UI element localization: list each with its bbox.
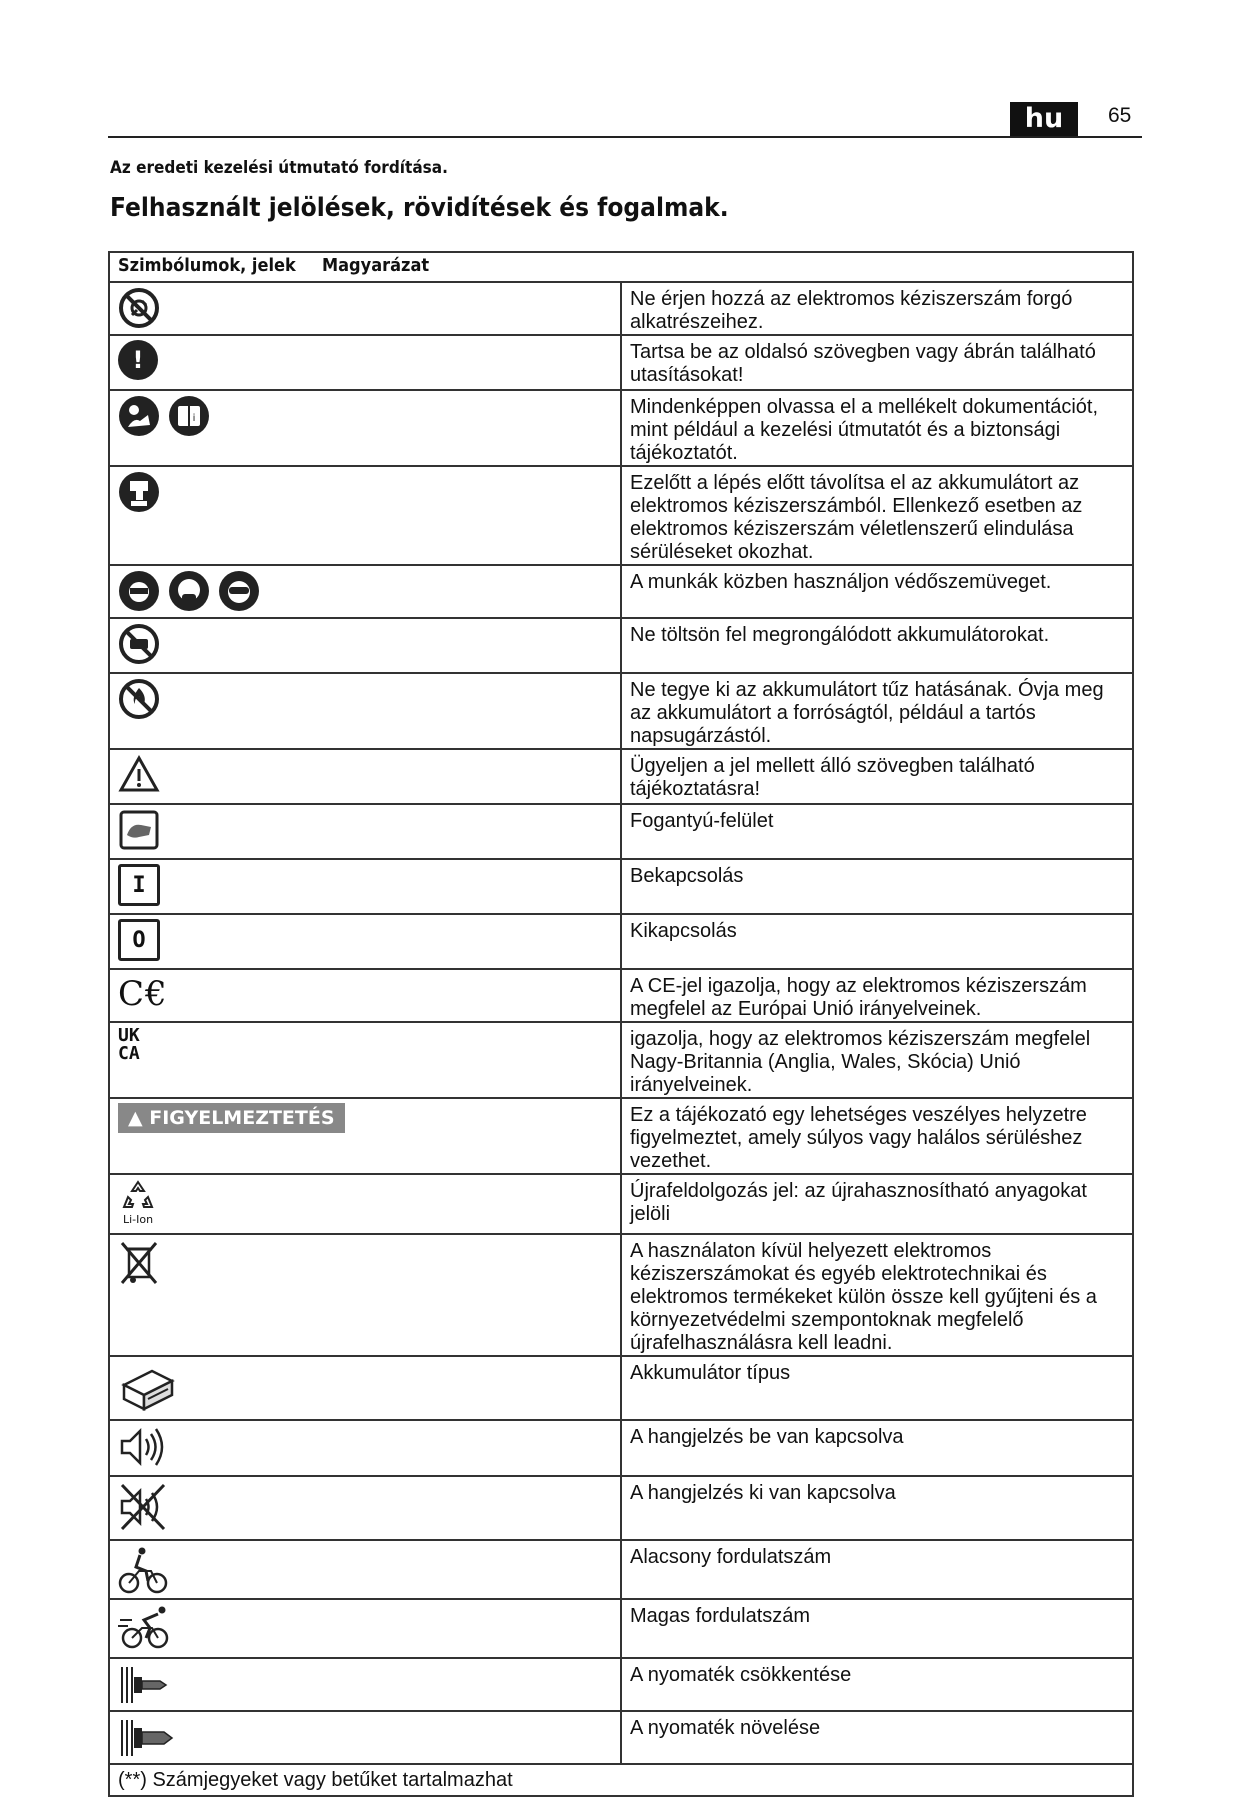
page-title: Felhasznált jelölések, rövidítések és fogalmak. [110,193,729,223]
description-cell: Alacsony fordulatszám [621,1540,1133,1599]
sound-off-icon [118,1481,170,1533]
symbol-cell [109,1420,621,1476]
table-row [109,335,1133,390]
weee-crossed-bin-icon [118,1239,160,1287]
description-cell: Akkumulátor típus [621,1356,1133,1420]
symbol-cell [109,1234,621,1356]
description-cell: Mindenképpen olvassa el a mellékelt dokumentációt, mint például a kezelési útmutatót és a biztonsági tájékoztatót. [621,390,1133,466]
symbol-cell [109,1174,621,1234]
symbol-cell [109,1711,621,1764]
description-cell: A nyomaték csökkentése [621,1658,1133,1711]
symbol-cell [109,1658,621,1711]
document-subtitle: Az eredeti kezelési útmutató fordítása. [110,158,448,178]
ukca-mark-icon: UK CA [118,1025,140,1064]
table-row [109,1022,1133,1098]
symbol-cell [109,390,621,466]
svg-text:i: i [192,413,196,424]
torque-decrease-icon [118,1663,170,1707]
torque-increase-icon [118,1716,174,1760]
wear-face-protection-icon [118,570,160,612]
description-cell: Tartsa be az oldalsó szövegben vagy ábrán található utasításokat! [621,335,1133,390]
description-cell: Újrafeldolgozás jel: az újrahasznosítható anyagokat jelöli [621,1174,1133,1234]
no-charging-damaged-battery-icon [118,623,160,665]
no-touch-rotating-parts-icon [118,287,160,329]
switch-off-icon: O [118,919,160,961]
description-cell: Kikapcsolás [621,914,1133,969]
symbol-cell [109,1098,621,1174]
ce-mark-icon: C€ [118,974,168,1014]
table-row [109,914,1133,969]
symbol-cell [109,1599,621,1658]
description-cell: Ne töltsön fel megrongálódott akkumulátorokat. [621,618,1133,673]
symbol-cell [109,618,621,673]
symbol-cell [109,673,621,749]
symbol-cell [109,914,621,969]
symbol-cell [109,1540,621,1599]
language-badge: hu [1010,102,1078,136]
table-row [109,673,1133,749]
table-row [109,1476,1133,1540]
description-cell: A CE-jel igazolja, hogy az elektromos kéziszerszám megfelel az Európai Unió irányelveinek. [621,969,1133,1022]
table-row [109,1234,1133,1356]
table-row [109,1711,1133,1764]
table-row [109,1356,1133,1420]
description-cell: Magas fordulatszám [621,1599,1133,1658]
table-row [109,618,1133,673]
description-cell: Ne tegye ki az akkumulátort tűz hatásának. Óvja meg az akkumulátort a forróságtól, például a tartós napsugárzástól. [621,673,1133,749]
description-cell: A használaton kívül helyezett elektromos kéziszerszámokat és egyéb elektrotechnikai és elektromos termékeket külön össze kell gyűjteni és a környezetvédelmi szempontoknak megfelelő újrafelhasználásra kell leadni. [621,1234,1133,1356]
wear-respirator-icon [168,570,210,612]
description-cell: Ne érjen hozzá az elektromos kéziszerszám forgó alkatrészeihez. [621,282,1133,335]
table-row [109,1420,1133,1476]
table-header-row [109,252,1133,282]
switch-on-icon: I [118,864,160,906]
table-row [109,859,1133,914]
symbol-cell [109,804,621,859]
read-manual-icon [118,395,160,437]
description-cell: Ügyeljen a jel mellett álló szövegben található tájékoztatásra! [621,749,1133,804]
description-cell: igazolja, hogy az elektromos kéziszerszám megfelel Nagy-Britannia (Anglia, Wales, Skócia) Unió irányelveinek. [621,1022,1133,1098]
page-number: 65 [1108,104,1132,127]
table-header-left: Szimbólumok, jelek [118,255,296,276]
battery-pack-icon [118,1361,178,1417]
wear-safety-goggles-icon [218,570,260,612]
symbols-table [108,251,1134,1797]
table-footnote-row [109,1764,1133,1796]
table-header-cell [109,252,1133,282]
table-row [109,466,1133,565]
table-row [109,804,1133,859]
sound-on-icon [118,1425,170,1469]
description-cell: Fogantyú-felület [621,804,1133,859]
symbol-cell [109,749,621,804]
remove-battery-icon [118,471,160,513]
symbol-cell [109,969,621,1022]
high-speed-bicycle-icon [118,1604,172,1652]
symbol-cell [109,335,621,390]
symbol-cell [109,466,621,565]
table-row [109,969,1133,1022]
description-cell: A hangjelzés be van kapcsolva [621,1420,1133,1476]
manual-book-icon [168,395,210,437]
li-ion-recycling-icon [118,1179,158,1226]
table-row [109,390,1133,466]
symbol-cell [109,565,621,618]
table-row [109,1658,1133,1711]
symbol-cell [109,1356,621,1420]
low-speed-bicycle-icon [118,1545,168,1595]
description-cell: Bekapcsolás [621,859,1133,914]
table-footnote: (**) Számjegyeket vagy betűket tartalmazhat [109,1764,1133,1796]
header-rule [108,136,1142,138]
table-row [109,1540,1133,1599]
mandatory-instruction-icon: ! [118,340,158,380]
warning-triangle-icon [118,754,160,794]
symbol-cell [109,1022,621,1098]
table-header-right: Magyarázat [321,255,429,276]
warning-label-icon: ▲ FIGYELMEZTETÉS [118,1103,345,1133]
table-row [109,749,1133,804]
symbol-cell [109,282,621,335]
symbol-cell [109,1476,621,1540]
table-row [109,282,1133,335]
description-cell: Ez a tájékozató egy lehetséges veszélyes helyzetre figyelmeztet, amely súlyos vagy halálos sérüléshez vezethet. [621,1098,1133,1174]
table-row [109,565,1133,618]
description-cell: A munkák közben használjon védőszemüveget. [621,565,1133,618]
symbol-cell [109,859,621,914]
description-cell: A nyomaték növelése [621,1711,1133,1764]
table-row [109,1174,1133,1234]
no-fire-battery-icon [118,678,160,720]
table-row [109,1599,1133,1658]
description-cell: A hangjelzés ki van kapcsolva [621,1476,1133,1540]
table-row [109,1098,1133,1174]
li-ion-label: Li-Ion [122,1213,154,1226]
warning-label-text: FIGYELMEZTETÉS [149,1107,335,1129]
description-cell: Ezelőtt a lépés előtt távolítsa el az akkumulátort az elektromos kéziszerszámból. Ellenkező esetben az elektromos kéziszerszám véletlenszerű elindulása sérüléseket okozhat. [621,466,1133,565]
grip-surface-icon [118,809,160,851]
